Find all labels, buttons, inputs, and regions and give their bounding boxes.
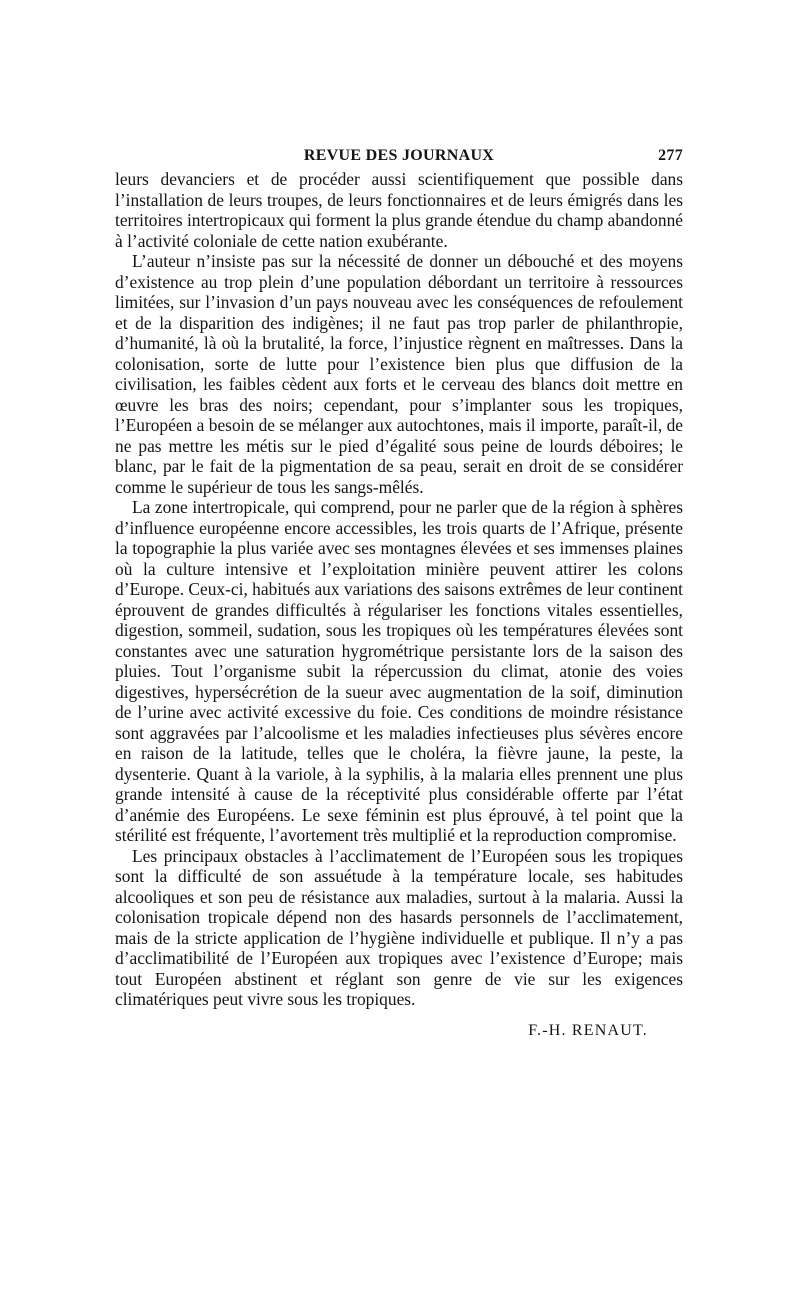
author-signature: F.-H. RENAUT. [528,1021,648,1039]
article-body [115,169,683,1010]
running-title: REVUE DES JOURNAUX [303,147,495,164]
running-head [115,143,683,169]
paragraph: L’auteur n’insiste pas sur la nécessité de donner un débouché et des moyens d’existence au trop plein d’une population débordant un territoire à ressources limitées, sur l’invasion d’un pays nouveau avec les conséquences de refoulement et de la disparition des indigènes; il ne faut pas trop parler de philanthropie, d’humanité, là où la brutalité, la force, l’injustice règnent en maîtresses. Dans la colonisation, sorte de lutte pour l’existence bien plus que diffusion de la civilisation, les faibles cèdent aux forts et le cerveau des blancs doit mettre en œuvre les bras des noirs; cependant, pour s’implanter sous les tropiques, l’Européen a besoin de se mélanger aux autochtones, mais il importe, paraît-il, de ne pas mettre les métis sur le pied d’égalité sous peine de lourds déboires; le blanc, par le fait de la pigmentation de sa peau, serait en droit de se considérer comme le supérieur de tous les sangs-mêlés. [115,251,683,497]
document-page [115,143,683,1040]
paragraph-continuation: leurs devanciers et de procéder aussi scientifiquement que possible dans l’installation de leurs troupes, de leurs fonctionnaires et de leurs émigrés dans les territoires intertropicaux qui forment la plus grande étendue du champ abandonné à l’activité coloniale de cette nation exubérante. [115,169,683,251]
paragraph: La zone intertropicale, qui comprend, pour ne parler que de la région à sphères d’influence européenne encore accessibles, les trois quarts de l’Afrique, présente la topographie la plus variée avec ses montagnes élevées et ses immenses plaines où la culture intensive et l’exploitation minière peuvent attirer les colons d’Europe. Ceux-ci, habitués aux variations des saisons extrêmes de leur continent éprouvent de grandes difficultés à régulariser les fonctions vitales essentielles, digestion, sommeil, sudation, sous les tropiques où les températures élevées sont constantes avec une saturation hygrométrique persistante lors de la saison des pluies. Tout l’organisme subit la répercussion du climat, atonie des voies digestives, hypersécrétion de la sueur avec augmentation de la soif, diminution de l’urine avec activité excessive du foie. Ces conditions de moindre résistance sont aggravées par l’alcoolisme et les maladies infectieuses plus sévères encore en raison de la latitude, telles que le choléra, la fièvre jaune, la peste, la dysenterie. Quant à la variole, à la syphilis, à la malaria elles prennent une plus grande intensité à cause de la réceptivité plus considérable offerte par l’état d’anémie des Européens. Le sexe féminin est plus éprouvé, à tel point que la stérilité est fréquente, l’avortement très multiplié et la reproduction compromise. [115,497,683,845]
page-number: 277 [658,147,683,164]
paragraph: Les principaux obstacles à l’acclimatement de l’Européen sous les tropiques sont la difficulté de son assuétude à la température locale, ses habitudes alcooliques et son peu de résistance aux maladies, surtout à la malaria. Aussi la colonisation tropicale dépend non des hasards personnels de l’acclimatement, mais de la stricte application de l’hygiène individuelle et publique. Il n’y a pas d’acclimatibilité de l’Européen aux tropiques avec l’existence d’Europe; mais tout Européen abstinent et réglant son genre de vie sur les exigences climatériques peut vivre sous les tropiques. [115,845,683,1009]
